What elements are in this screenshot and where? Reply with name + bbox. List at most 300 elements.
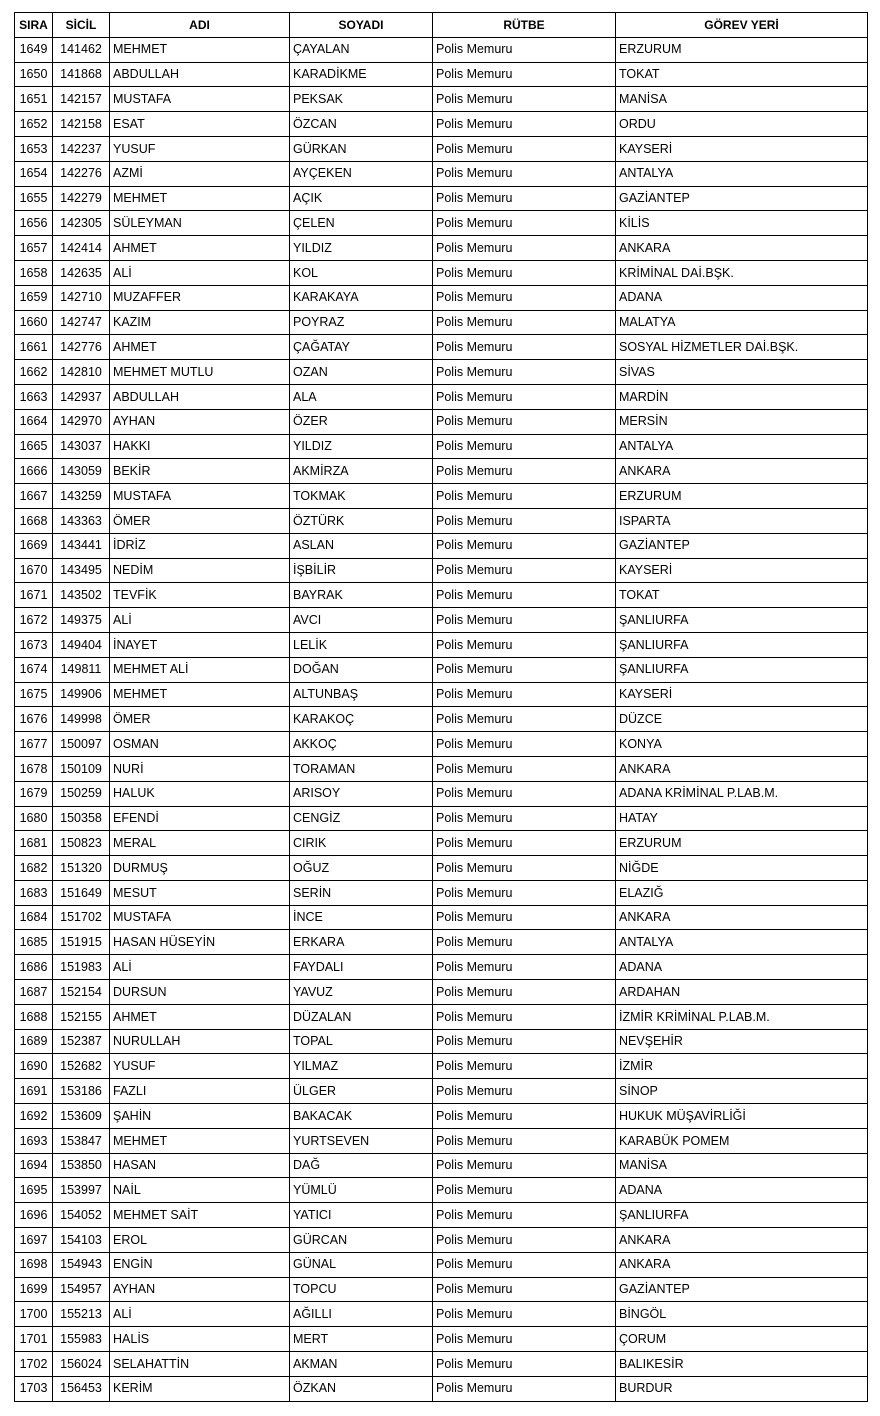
table-row (15, 1203, 868, 1228)
cell-sicil: 142414 (53, 236, 110, 261)
cell-sicil: 154103 (53, 1228, 110, 1253)
cell-sicil: 143441 (53, 533, 110, 558)
cell-sicil: 153997 (53, 1178, 110, 1203)
cell-rutbe: Polis Memuru (433, 1153, 616, 1178)
cell-gorev-yeri: ERZURUM (616, 37, 868, 62)
cell-sira: 1668 (15, 508, 53, 533)
cell-rutbe: Polis Memuru (433, 583, 616, 608)
cell-sira: 1691 (15, 1079, 53, 1104)
cell-rutbe: Polis Memuru (433, 1104, 616, 1129)
cell-sicil: 143059 (53, 459, 110, 484)
cell-adi: MEHMET ALİ (110, 657, 290, 682)
cell-sicil: 142237 (53, 136, 110, 161)
cell-gorev-yeri: KRİMİNAL DAİ.BŞK. (616, 260, 868, 285)
cell-sicil: 142776 (53, 335, 110, 360)
cell-adi: MEHMET (110, 682, 290, 707)
cell-rutbe: Polis Memuru (433, 533, 616, 558)
table-header (15, 13, 868, 38)
cell-rutbe: Polis Memuru (433, 360, 616, 385)
table-row (15, 186, 868, 211)
cell-adi: AZMİ (110, 161, 290, 186)
cell-adi: DURSUN (110, 980, 290, 1005)
cell-sicil: 143495 (53, 558, 110, 583)
cell-sira: 1701 (15, 1327, 53, 1352)
table-row (15, 707, 868, 732)
cell-rutbe: Polis Memuru (433, 335, 616, 360)
table-row (15, 905, 868, 930)
cell-rutbe: Polis Memuru (433, 1203, 616, 1228)
table-row (15, 781, 868, 806)
cell-soyadi: YAVUZ (290, 980, 433, 1005)
cell-adi: ÖMER (110, 707, 290, 732)
cell-sicil: 141462 (53, 37, 110, 62)
cell-gorev-yeri: ANKARA (616, 1252, 868, 1277)
header-adi: ADI (110, 13, 290, 38)
cell-adi: SELAHATTİN (110, 1352, 290, 1377)
cell-gorev-yeri: MERSİN (616, 409, 868, 434)
cell-rutbe: Polis Memuru (433, 1004, 616, 1029)
cell-adi: BEKİR (110, 459, 290, 484)
cell-soyadi: GÜNAL (290, 1252, 433, 1277)
cell-sira: 1686 (15, 955, 53, 980)
cell-sicil: 142937 (53, 384, 110, 409)
table-row (15, 1376, 868, 1401)
cell-sicil: 152154 (53, 980, 110, 1005)
table-row (15, 1277, 868, 1302)
cell-rutbe: Polis Memuru (433, 161, 616, 186)
cell-sira: 1703 (15, 1376, 53, 1401)
cell-rutbe: Polis Memuru (433, 558, 616, 583)
cell-gorev-yeri: SOSYAL HİZMETLER DAİ.BŞK. (616, 335, 868, 360)
table-row (15, 632, 868, 657)
cell-gorev-yeri: ANKARA (616, 459, 868, 484)
cell-rutbe: Polis Memuru (433, 756, 616, 781)
cell-sicil: 149404 (53, 632, 110, 657)
cell-adi: MERAL (110, 831, 290, 856)
cell-sicil: 154957 (53, 1277, 110, 1302)
cell-soyadi: İŞBİLİR (290, 558, 433, 583)
cell-sira: 1677 (15, 732, 53, 757)
cell-sira: 1654 (15, 161, 53, 186)
cell-adi: YUSUF (110, 136, 290, 161)
table-row (15, 856, 868, 881)
table-row (15, 1252, 868, 1277)
cell-gorev-yeri: ADANA (616, 955, 868, 980)
cell-rutbe: Polis Memuru (433, 62, 616, 87)
cell-adi: ÖMER (110, 508, 290, 533)
cell-gorev-yeri: MALATYA (616, 310, 868, 335)
cell-adi: EFENDİ (110, 806, 290, 831)
table-row (15, 558, 868, 583)
cell-soyadi: BAYRAK (290, 583, 433, 608)
cell-sira: 1681 (15, 831, 53, 856)
cell-gorev-yeri: BALIKESİR (616, 1352, 868, 1377)
cell-soyadi: POYRAZ (290, 310, 433, 335)
cell-soyadi: İNCE (290, 905, 433, 930)
header-row (15, 13, 868, 38)
cell-adi: MESUT (110, 880, 290, 905)
cell-soyadi: ALTUNBAŞ (290, 682, 433, 707)
cell-gorev-yeri: KİLİS (616, 211, 868, 236)
cell-sicil: 149998 (53, 707, 110, 732)
cell-gorev-yeri: GAZİANTEP (616, 1277, 868, 1302)
table-row (15, 980, 868, 1005)
table-row (15, 409, 868, 434)
cell-sira: 1660 (15, 310, 53, 335)
cell-sicil: 142747 (53, 310, 110, 335)
cell-rutbe: Polis Memuru (433, 930, 616, 955)
cell-rutbe: Polis Memuru (433, 781, 616, 806)
cell-sira: 1665 (15, 434, 53, 459)
cell-sicil: 149906 (53, 682, 110, 707)
cell-sira: 1690 (15, 1054, 53, 1079)
cell-soyadi: SERİN (290, 880, 433, 905)
cell-soyadi: YILDIZ (290, 236, 433, 261)
table-row (15, 360, 868, 385)
cell-rutbe: Polis Memuru (433, 37, 616, 62)
cell-gorev-yeri: KAYSERİ (616, 558, 868, 583)
cell-soyadi: KARAKAYA (290, 285, 433, 310)
cell-soyadi: ERKARA (290, 930, 433, 955)
cell-sicil: 143502 (53, 583, 110, 608)
table-row (15, 384, 868, 409)
header-soyadi: SOYADI (290, 13, 433, 38)
cell-adi: ENGİN (110, 1252, 290, 1277)
cell-sira: 1683 (15, 880, 53, 905)
cell-adi: MUSTAFA (110, 484, 290, 509)
cell-sicil: 151983 (53, 955, 110, 980)
cell-soyadi: ARISOY (290, 781, 433, 806)
cell-rutbe: Polis Memuru (433, 1178, 616, 1203)
cell-adi: MEHMET (110, 37, 290, 62)
cell-rutbe: Polis Memuru (433, 136, 616, 161)
cell-gorev-yeri: BİNGÖL (616, 1302, 868, 1327)
cell-rutbe: Polis Memuru (433, 905, 616, 930)
cell-adi: ESAT (110, 112, 290, 137)
cell-sicil: 153847 (53, 1128, 110, 1153)
cell-soyadi: AVCI (290, 608, 433, 633)
cell-sira: 1688 (15, 1004, 53, 1029)
table-row (15, 657, 868, 682)
table-row (15, 806, 868, 831)
cell-gorev-yeri: ŞANLIURFA (616, 1203, 868, 1228)
cell-gorev-yeri: ANKARA (616, 905, 868, 930)
table-row (15, 880, 868, 905)
cell-rutbe: Polis Memuru (433, 260, 616, 285)
cell-sira: 1653 (15, 136, 53, 161)
table-row (15, 1228, 868, 1253)
table-row (15, 161, 868, 186)
cell-gorev-yeri: KARABÜK POMEM (616, 1128, 868, 1153)
cell-sicil: 151702 (53, 905, 110, 930)
cell-soyadi: MERT (290, 1327, 433, 1352)
cell-soyadi: AYÇEKEN (290, 161, 433, 186)
cell-sira: 1651 (15, 87, 53, 112)
cell-sicil: 142158 (53, 112, 110, 137)
cell-soyadi: ÇAYALAN (290, 37, 433, 62)
cell-gorev-yeri: ARDAHAN (616, 980, 868, 1005)
cell-sira: 1675 (15, 682, 53, 707)
cell-soyadi: ÜLGER (290, 1079, 433, 1104)
cell-gorev-yeri: MARDİN (616, 384, 868, 409)
cell-rutbe: Polis Memuru (433, 707, 616, 732)
cell-soyadi: AÇIK (290, 186, 433, 211)
cell-sicil: 142635 (53, 260, 110, 285)
cell-adi: HASAN HÜSEYİN (110, 930, 290, 955)
cell-rutbe: Polis Memuru (433, 608, 616, 633)
cell-soyadi: YILDIZ (290, 434, 433, 459)
cell-rutbe: Polis Memuru (433, 1277, 616, 1302)
cell-sicil: 143363 (53, 508, 110, 533)
cell-soyadi: OZAN (290, 360, 433, 385)
cell-sicil: 150823 (53, 831, 110, 856)
cell-rutbe: Polis Memuru (433, 211, 616, 236)
cell-sicil: 149811 (53, 657, 110, 682)
cell-gorev-yeri: ADANA (616, 285, 868, 310)
header-rutbe: RÜTBE (433, 13, 616, 38)
cell-rutbe: Polis Memuru (433, 1252, 616, 1277)
cell-sira: 1650 (15, 62, 53, 87)
cell-rutbe: Polis Memuru (433, 1352, 616, 1377)
cell-adi: KERİM (110, 1376, 290, 1401)
cell-soyadi: AKMİRZA (290, 459, 433, 484)
cell-soyadi: ÖZKAN (290, 1376, 433, 1401)
cell-sicil: 142970 (53, 409, 110, 434)
table-row (15, 1302, 868, 1327)
table-row (15, 236, 868, 261)
table-row (15, 1327, 868, 1352)
cell-sicil: 152155 (53, 1004, 110, 1029)
cell-sicil: 150097 (53, 732, 110, 757)
cell-soyadi: DÜZALAN (290, 1004, 433, 1029)
table-row (15, 112, 868, 137)
table-row (15, 484, 868, 509)
table-row (15, 1352, 868, 1377)
cell-sira: 1696 (15, 1203, 53, 1228)
cell-gorev-yeri: ELAZIĞ (616, 880, 868, 905)
cell-rutbe: Polis Memuru (433, 186, 616, 211)
cell-sira: 1694 (15, 1153, 53, 1178)
cell-adi: ŞAHİN (110, 1104, 290, 1129)
cell-rutbe: Polis Memuru (433, 310, 616, 335)
cell-soyadi: AKKOÇ (290, 732, 433, 757)
cell-gorev-yeri: HATAY (616, 806, 868, 831)
cell-soyadi: FAYDALI (290, 955, 433, 980)
cell-sira: 1680 (15, 806, 53, 831)
cell-adi: MEHMET (110, 1128, 290, 1153)
cell-gorev-yeri: GAZİANTEP (616, 533, 868, 558)
cell-adi: İNAYET (110, 632, 290, 657)
cell-sicil: 150259 (53, 781, 110, 806)
cell-gorev-yeri: KONYA (616, 732, 868, 757)
table-row (15, 434, 868, 459)
cell-gorev-yeri: ANKARA (616, 756, 868, 781)
cell-sicil: 156453 (53, 1376, 110, 1401)
cell-sicil: 156024 (53, 1352, 110, 1377)
cell-soyadi: KARAKOÇ (290, 707, 433, 732)
cell-rutbe: Polis Memuru (433, 1302, 616, 1327)
cell-sira: 1664 (15, 409, 53, 434)
cell-rutbe: Polis Memuru (433, 1054, 616, 1079)
cell-soyadi: CIRIK (290, 831, 433, 856)
cell-rutbe: Polis Memuru (433, 236, 616, 261)
personnel-list-document (14, 12, 868, 1402)
cell-adi: MEHMET SAİT (110, 1203, 290, 1228)
cell-sira: 1699 (15, 1277, 53, 1302)
cell-sira: 1689 (15, 1029, 53, 1054)
cell-sicil: 155983 (53, 1327, 110, 1352)
cell-rutbe: Polis Memuru (433, 682, 616, 707)
cell-sira: 1663 (15, 384, 53, 409)
cell-adi: AYHAN (110, 409, 290, 434)
cell-sira: 1693 (15, 1128, 53, 1153)
cell-sira: 1655 (15, 186, 53, 211)
header-sira: SIRA (15, 13, 53, 38)
cell-sira: 1662 (15, 360, 53, 385)
cell-gorev-yeri: DÜZCE (616, 707, 868, 732)
cell-sicil: 152682 (53, 1054, 110, 1079)
cell-adi: ABDULLAH (110, 384, 290, 409)
cell-rutbe: Polis Memuru (433, 1029, 616, 1054)
cell-soyadi: TOPCU (290, 1277, 433, 1302)
cell-rutbe: Polis Memuru (433, 1327, 616, 1352)
cell-adi: KAZIM (110, 310, 290, 335)
cell-sicil: 143259 (53, 484, 110, 509)
cell-sicil: 142305 (53, 211, 110, 236)
cell-gorev-yeri: TOKAT (616, 62, 868, 87)
table-row (15, 756, 868, 781)
table-row (15, 260, 868, 285)
cell-soyadi: GÜRCAN (290, 1228, 433, 1253)
cell-sira: 1661 (15, 335, 53, 360)
cell-rutbe: Polis Memuru (433, 484, 616, 509)
cell-sira: 1687 (15, 980, 53, 1005)
cell-gorev-yeri: ADANA (616, 1178, 868, 1203)
cell-adi: YUSUF (110, 1054, 290, 1079)
cell-adi: SÜLEYMAN (110, 211, 290, 236)
cell-adi: TEVFİK (110, 583, 290, 608)
cell-soyadi: DAĞ (290, 1153, 433, 1178)
cell-adi: NAİL (110, 1178, 290, 1203)
cell-sira: 1657 (15, 236, 53, 261)
cell-soyadi: ASLAN (290, 533, 433, 558)
cell-sira: 1678 (15, 756, 53, 781)
table-row (15, 930, 868, 955)
cell-rutbe: Polis Memuru (433, 434, 616, 459)
cell-rutbe: Polis Memuru (433, 831, 616, 856)
cell-rutbe: Polis Memuru (433, 508, 616, 533)
cell-gorev-yeri: ANKARA (616, 236, 868, 261)
cell-soyadi: KARADİKME (290, 62, 433, 87)
header-gorev-yeri: GÖREV YERİ (616, 13, 868, 38)
cell-rutbe: Polis Memuru (433, 1128, 616, 1153)
cell-adi: FAZLI (110, 1079, 290, 1104)
cell-sicil: 154052 (53, 1203, 110, 1228)
cell-sira: 1670 (15, 558, 53, 583)
table-row (15, 1054, 868, 1079)
cell-sicil: 153850 (53, 1153, 110, 1178)
cell-rutbe: Polis Memuru (433, 409, 616, 434)
cell-gorev-yeri: KAYSERİ (616, 136, 868, 161)
cell-sira: 1679 (15, 781, 53, 806)
cell-sicil: 151649 (53, 880, 110, 905)
table-row (15, 508, 868, 533)
cell-sira: 1652 (15, 112, 53, 137)
cell-soyadi: ÇELEN (290, 211, 433, 236)
table-row (15, 211, 868, 236)
table-row (15, 335, 868, 360)
cell-gorev-yeri: ŞANLIURFA (616, 657, 868, 682)
cell-sira: 1658 (15, 260, 53, 285)
cell-gorev-yeri: KAYSERİ (616, 682, 868, 707)
cell-sira: 1700 (15, 1302, 53, 1327)
cell-sira: 1676 (15, 707, 53, 732)
cell-sicil: 150109 (53, 756, 110, 781)
cell-adi: HALİS (110, 1327, 290, 1352)
cell-gorev-yeri: ERZURUM (616, 831, 868, 856)
table-row (15, 533, 868, 558)
cell-adi: ALİ (110, 260, 290, 285)
cell-sicil: 142276 (53, 161, 110, 186)
cell-adi: MEHMET MUTLU (110, 360, 290, 385)
cell-gorev-yeri: ANTALYA (616, 930, 868, 955)
cell-sicil: 151915 (53, 930, 110, 955)
table-row (15, 136, 868, 161)
cell-gorev-yeri: GAZİANTEP (616, 186, 868, 211)
personnel-table (14, 12, 868, 1402)
table-row (15, 62, 868, 87)
cell-adi: MEHMET (110, 186, 290, 211)
cell-sira: 1697 (15, 1228, 53, 1253)
cell-sira: 1656 (15, 211, 53, 236)
cell-rutbe: Polis Memuru (433, 806, 616, 831)
cell-sicil: 153186 (53, 1079, 110, 1104)
cell-soyadi: TOPAL (290, 1029, 433, 1054)
cell-gorev-yeri: BURDUR (616, 1376, 868, 1401)
cell-sira: 1649 (15, 37, 53, 62)
cell-soyadi: ALA (290, 384, 433, 409)
cell-soyadi: BAKACAK (290, 1104, 433, 1129)
cell-rutbe: Polis Memuru (433, 1228, 616, 1253)
cell-rutbe: Polis Memuru (433, 459, 616, 484)
cell-soyadi: CENGİZ (290, 806, 433, 831)
cell-adi: MUZAFFER (110, 285, 290, 310)
cell-gorev-yeri: TOKAT (616, 583, 868, 608)
cell-adi: ALİ (110, 608, 290, 633)
table-row (15, 37, 868, 62)
cell-rutbe: Polis Memuru (433, 856, 616, 881)
cell-gorev-yeri: İZMİR KRİMİNAL P.LAB.M. (616, 1004, 868, 1029)
table-body (15, 37, 868, 1401)
table-row (15, 1029, 868, 1054)
cell-soyadi: ÖZER (290, 409, 433, 434)
cell-sicil: 154943 (53, 1252, 110, 1277)
table-row (15, 1128, 868, 1153)
cell-sicil: 142279 (53, 186, 110, 211)
cell-sicil: 141868 (53, 62, 110, 87)
cell-rutbe: Polis Memuru (433, 880, 616, 905)
table-row (15, 87, 868, 112)
cell-sira: 1682 (15, 856, 53, 881)
cell-sicil: 155213 (53, 1302, 110, 1327)
cell-soyadi: TOKMAK (290, 484, 433, 509)
cell-gorev-yeri: ANTALYA (616, 434, 868, 459)
cell-gorev-yeri: ÇORUM (616, 1327, 868, 1352)
header-sicil: SİCİL (53, 13, 110, 38)
cell-gorev-yeri: SİNOP (616, 1079, 868, 1104)
cell-gorev-yeri: SİVAS (616, 360, 868, 385)
table-row (15, 583, 868, 608)
